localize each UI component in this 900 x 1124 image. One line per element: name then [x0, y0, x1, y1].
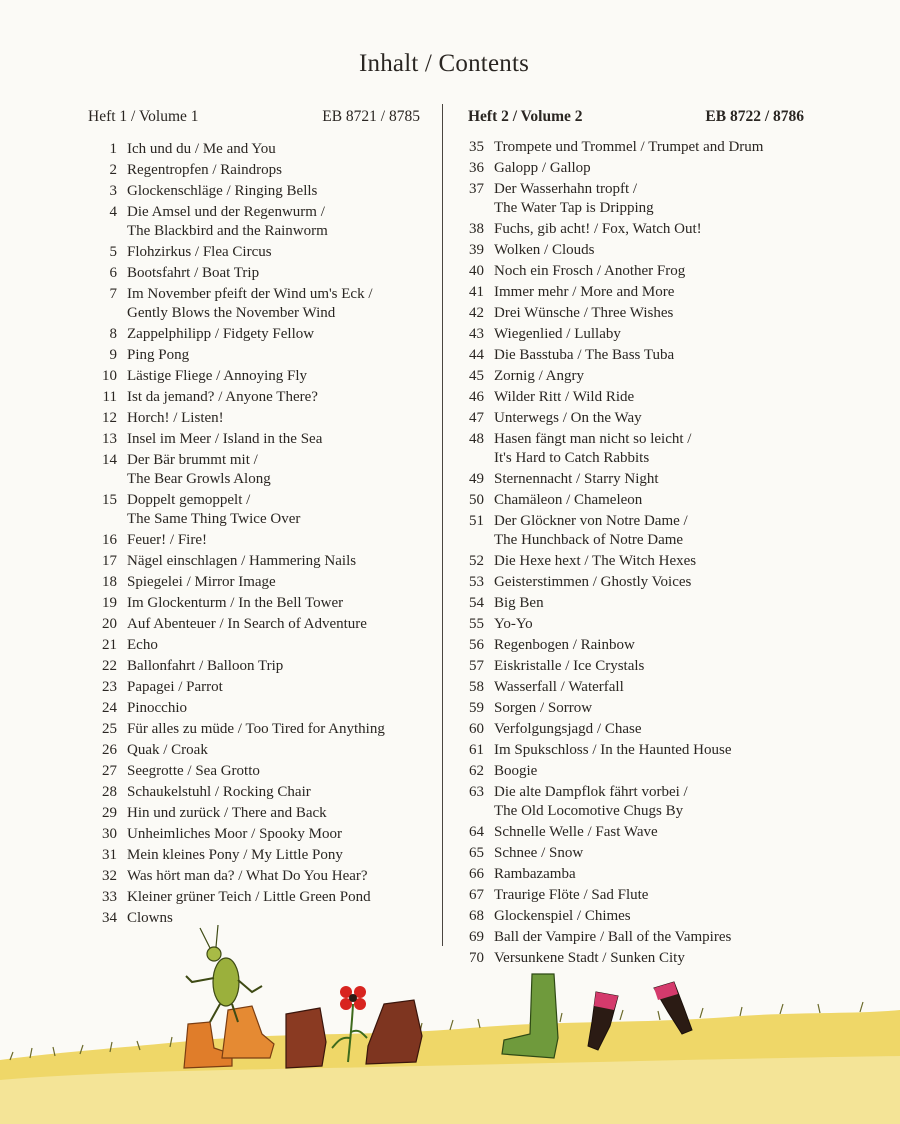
item-title-line: Glockenspiel / Chimes — [494, 908, 631, 924]
item-title-line: Spiegelei / Mirror Image — [127, 574, 276, 590]
item-title — [484, 262, 685, 281]
item-title-line: Chamäleon / Chameleon — [494, 492, 643, 508]
list-item — [468, 304, 804, 323]
item-number: 38 — [469, 221, 484, 237]
list-item — [468, 283, 804, 302]
item-title — [117, 388, 318, 407]
page-title: Inhalt / Contents — [358, 50, 530, 77]
item-title-line: Regentropfen / Raindrops — [127, 162, 282, 178]
item-title-line: Galopp / Gallop — [494, 160, 591, 176]
item-title — [117, 699, 187, 718]
item-title — [117, 720, 385, 739]
item-title-line: The Blackbird and the Rainworm — [127, 223, 328, 239]
item-number: 7 — [109, 286, 117, 302]
item-title — [117, 161, 282, 180]
item-number: 34 — [102, 910, 117, 926]
item-number: 29 — [102, 805, 117, 821]
item-title-line: Ballonfahrt / Balloon Trip — [127, 658, 284, 674]
item-title-line: Unterwegs / On the Way — [494, 410, 642, 426]
list-item — [88, 203, 420, 241]
item-title — [484, 409, 642, 428]
item-title-line: Ping Pong — [127, 347, 190, 363]
brown-shoe-left — [286, 1008, 326, 1068]
item-title — [117, 594, 343, 613]
item-title-line: Verfolgungsjagd / Chase — [494, 721, 642, 737]
list-item — [88, 825, 420, 844]
item-number: 17 — [102, 553, 117, 569]
item-title-line: Noch ein Frosch / Another Frog — [494, 263, 686, 279]
item-title — [484, 720, 641, 739]
item-title — [117, 491, 300, 529]
item-title — [484, 823, 658, 842]
item-title — [117, 657, 283, 676]
item-title-line: Insel im Meer / Island in the Sea — [127, 431, 323, 447]
item-title — [484, 220, 702, 239]
item-title — [484, 304, 673, 323]
list-item — [468, 594, 804, 613]
list-item — [88, 594, 420, 613]
item-number: 4 — [109, 204, 117, 220]
item-title-line: Clowns — [127, 910, 173, 926]
brown-shoe-right — [366, 1000, 422, 1064]
item-title-line: Die alte Dampflok fährt vorbei / — [494, 784, 688, 800]
item-number: 65 — [469, 845, 484, 861]
item-number: 54 — [469, 595, 484, 611]
item-title-line: Wilder Ritt / Wild Ride — [494, 389, 635, 405]
item-title — [484, 388, 634, 407]
item-title-line: Flohzirkus / Flea Circus — [127, 244, 272, 260]
item-number: 55 — [469, 616, 484, 632]
item-number: 59 — [469, 700, 484, 716]
item-number: 25 — [102, 721, 117, 737]
item-title — [484, 741, 731, 760]
item-number: 16 — [102, 532, 117, 548]
item-number: 68 — [469, 908, 484, 924]
list-item — [468, 636, 804, 655]
item-number: 10 — [102, 368, 117, 384]
item-title — [117, 825, 342, 844]
item-title — [117, 367, 307, 386]
volume-2-header — [468, 106, 804, 128]
item-title — [484, 636, 635, 655]
item-number: 30 — [102, 826, 117, 842]
item-title-line: Der Wasserhahn tropft / — [494, 181, 638, 197]
list-item — [88, 243, 420, 262]
item-title-line: Hin und zurück / There and Back — [127, 805, 327, 821]
item-title — [484, 346, 674, 365]
item-title — [484, 491, 642, 510]
item-number: 46 — [469, 389, 484, 405]
item-title — [117, 243, 272, 262]
item-number: 22 — [102, 658, 117, 674]
item-number: 9 — [109, 347, 117, 363]
list-item — [468, 346, 804, 365]
item-number: 18 — [102, 574, 117, 590]
volume-1-column — [88, 106, 420, 930]
item-title — [484, 159, 591, 178]
item-title-line: Trompete und Trommel / Trumpet and Drum — [494, 139, 764, 155]
item-title-line: Die Amsel und der Regenwurm / — [127, 204, 325, 220]
item-title — [117, 203, 328, 241]
item-title — [484, 699, 592, 718]
item-number: 20 — [102, 616, 117, 632]
list-item — [468, 762, 804, 781]
list-item — [468, 552, 804, 571]
list-item — [468, 409, 804, 428]
list-item — [88, 615, 420, 634]
item-title-line: Seegrotte / Sea Grotto — [127, 763, 260, 779]
item-number: 39 — [469, 242, 484, 258]
list-item — [88, 741, 420, 760]
item-number: 36 — [469, 160, 484, 176]
item-number: 24 — [102, 700, 117, 716]
item-number: 32 — [102, 868, 117, 884]
item-title-line: Zornig / Angry — [494, 368, 584, 384]
list-item — [468, 388, 804, 407]
list-item — [88, 552, 420, 571]
item-title — [484, 573, 691, 592]
item-number: 57 — [469, 658, 484, 674]
list-item — [88, 699, 420, 718]
item-title — [117, 182, 317, 201]
item-title-line: Papagei / Parrot — [127, 679, 223, 695]
item-title-line: Yo-Yo — [494, 616, 533, 632]
column-divider — [442, 104, 443, 946]
item-title-line: Sternennacht / Starry Night — [494, 471, 659, 487]
item-title — [117, 741, 208, 760]
item-title-line: Feuer! / Fire! — [127, 532, 207, 548]
item-number: 63 — [469, 784, 484, 800]
item-title — [117, 615, 367, 634]
list-item — [88, 783, 420, 802]
item-number: 47 — [469, 410, 484, 426]
list-item — [88, 846, 420, 865]
item-title-line: The Water Tap is Dripping — [494, 200, 654, 216]
item-number: 62 — [469, 763, 484, 779]
item-title — [484, 552, 696, 571]
list-item — [468, 430, 804, 468]
list-item — [88, 451, 420, 489]
item-title-line: Schnee / Snow — [494, 845, 584, 861]
list-item — [88, 409, 420, 428]
item-number: 14 — [102, 452, 117, 468]
item-title-line: Schnelle Welle / Fast Wave — [494, 824, 658, 840]
list-item — [468, 783, 804, 821]
item-number: 26 — [102, 742, 117, 758]
item-title-line: Geisterstimmen / Ghostly Voices — [494, 574, 692, 590]
item-number: 52 — [469, 553, 484, 569]
item-title — [484, 844, 583, 863]
item-title-line: Die Basstuba / The Bass Tuba — [494, 347, 675, 363]
list-item — [88, 285, 420, 323]
list-item — [88, 888, 420, 907]
item-title-line: Big Ben — [494, 595, 544, 611]
item-title-line: Sorgen / Sorrow — [494, 700, 593, 716]
item-number: 21 — [102, 637, 117, 653]
item-title — [484, 430, 691, 468]
item-number: 27 — [102, 763, 117, 779]
list-item — [468, 741, 804, 760]
item-title-line: Quak / Croak — [127, 742, 208, 758]
list-item — [88, 804, 420, 823]
item-title-line: Ist da jemand? / Anyone There? — [127, 389, 318, 405]
item-number: 12 — [102, 410, 117, 426]
item-title-line: Immer mehr / More and More — [494, 284, 675, 300]
item-number: 6 — [109, 265, 117, 281]
item-title-line: Im Spukschloss / In the Haunted House — [494, 742, 732, 758]
item-title-line: Schaukelstuhl / Rocking Chair — [127, 784, 311, 800]
item-title-line: The Hunchback of Notre Dame — [494, 532, 684, 548]
item-number: 70 — [469, 950, 484, 966]
item-title-line: Zappelphilipp / Fidgety Fellow — [127, 326, 315, 342]
list-item — [468, 138, 804, 157]
item-title-line: Echo — [127, 637, 158, 653]
item-title-line: Pinocchio — [127, 700, 187, 716]
item-number: 42 — [469, 305, 484, 321]
item-title — [117, 430, 322, 449]
item-title-line: Regenbogen / Rainbow — [494, 637, 635, 653]
item-title-line: Fuchs, gib acht! / Fox, Watch Out! — [494, 221, 702, 237]
item-number: 56 — [469, 637, 484, 653]
item-number: 3 — [109, 183, 117, 199]
list-item — [88, 657, 420, 676]
item-title-line: Wasserfall / Waterfall — [494, 679, 624, 695]
item-title-line: Im November pfeift der Wind um's Eck / — [127, 286, 373, 302]
item-title — [117, 573, 276, 592]
item-title — [117, 762, 260, 781]
item-number: 64 — [469, 824, 484, 840]
list-item — [88, 325, 420, 344]
orange-boot-right — [222, 1006, 274, 1058]
volume-2-list — [468, 138, 804, 968]
item-title — [117, 552, 356, 571]
item-title — [484, 865, 576, 884]
item-number: 60 — [469, 721, 484, 737]
item-title — [484, 783, 688, 821]
item-number: 40 — [469, 263, 484, 279]
list-item — [88, 346, 420, 365]
item-number: 5 — [109, 244, 117, 260]
item-title-line: Rambazamba — [494, 866, 576, 882]
item-number: 66 — [469, 866, 484, 882]
item-title-line: Kleiner grüner Teich / Little Green Pond — [127, 889, 371, 905]
list-item — [88, 762, 420, 781]
item-title — [117, 846, 343, 865]
list-item — [88, 367, 420, 386]
item-title-line: The Bear Growls Along — [127, 471, 271, 487]
item-number: 58 — [469, 679, 484, 695]
item-title-line: Bootsfahrt / Boat Trip — [127, 265, 260, 281]
item-title-line: Doppelt gemoppelt / — [127, 492, 251, 508]
list-item — [468, 180, 804, 218]
volume-1-code: EB 8721 / 8785 — [322, 108, 420, 125]
item-title — [117, 783, 311, 802]
list-item — [88, 720, 420, 739]
item-title — [117, 140, 276, 159]
list-item — [88, 161, 420, 180]
item-title-line: Ball der Vampire / Ball of the Vampires — [494, 929, 732, 945]
item-title-line: The Same Thing Twice Over — [127, 511, 301, 527]
item-number: 11 — [102, 389, 117, 405]
list-item — [88, 531, 420, 550]
item-title-line: Drei Wünsche / Three Wishes — [494, 305, 674, 321]
item-number: 51 — [469, 513, 484, 529]
list-item — [468, 720, 804, 739]
item-title — [484, 470, 659, 489]
volume-2-code: EB 8722 / 8786 — [705, 108, 804, 125]
item-title — [484, 241, 594, 260]
item-title — [484, 678, 624, 697]
item-title — [117, 346, 189, 365]
item-title — [117, 409, 224, 428]
item-title-line: Auf Abenteuer / In Search of Adventure — [127, 616, 367, 632]
item-title-line: Versunkene Stadt / Sunken City — [494, 950, 685, 966]
list-item — [468, 325, 804, 344]
item-number: 23 — [102, 679, 117, 695]
item-title-line: Im Glockenturm / In the Bell Tower — [127, 595, 344, 611]
meadow-illustration — [0, 920, 900, 1124]
item-number: 49 — [469, 471, 484, 487]
item-title-line: Der Glöckner von Notre Dame / — [494, 513, 688, 529]
volume-1-list — [88, 140, 420, 928]
item-number: 31 — [102, 847, 117, 863]
list-item — [468, 512, 804, 550]
item-title-line: Für alles zu müde / Too Tired for Anything — [127, 721, 385, 737]
item-title-line: Eiskristalle / Ice Crystals — [494, 658, 645, 674]
list-item — [468, 699, 804, 718]
item-title — [117, 531, 207, 550]
item-title-line: It's Hard to Catch Rabbits — [494, 450, 650, 466]
list-item — [88, 573, 420, 592]
item-title-line: Horch! / Listen! — [127, 410, 224, 426]
item-number: 28 — [102, 784, 117, 800]
item-number: 35 — [469, 139, 484, 155]
item-number: 53 — [469, 574, 484, 590]
item-title — [117, 325, 314, 344]
item-number: 15 — [102, 492, 117, 508]
item-title — [484, 325, 621, 344]
item-title — [117, 636, 158, 655]
volume-2-column — [468, 106, 804, 970]
item-title — [484, 762, 537, 781]
list-item — [468, 241, 804, 260]
item-title — [484, 657, 644, 676]
item-title — [484, 367, 584, 386]
item-title — [484, 512, 688, 550]
list-item — [468, 678, 804, 697]
item-title — [484, 283, 674, 302]
item-title-line: Nägel einschlagen / Hammering Nails — [127, 553, 357, 569]
item-number: 1 — [109, 141, 117, 157]
item-title — [484, 180, 654, 218]
list-item — [88, 678, 420, 697]
item-title-line: Hasen fängt man nicht so leicht / — [494, 431, 692, 447]
list-item — [468, 865, 804, 884]
item-number: 41 — [469, 284, 484, 300]
list-item — [468, 367, 804, 386]
list-item — [468, 657, 804, 676]
list-item — [88, 264, 420, 283]
item-number: 19 — [102, 595, 117, 611]
item-title-line: Unheimliches Moor / Spooky Moor — [127, 826, 342, 842]
list-item — [88, 182, 420, 201]
item-number: 61 — [469, 742, 484, 758]
item-title-line: Glockenschläge / Ringing Bells — [127, 183, 318, 199]
item-number: 45 — [469, 368, 484, 384]
item-title — [117, 285, 373, 323]
list-item — [88, 867, 420, 886]
list-item — [468, 823, 804, 842]
volume-2-label: Heft 2 / Volume 2 — [468, 108, 583, 125]
item-title — [117, 678, 223, 697]
item-title — [117, 867, 368, 886]
list-item — [88, 388, 420, 407]
item-title-line: Wiegenlied / Lullaby — [494, 326, 621, 342]
item-title — [484, 138, 763, 157]
item-title — [117, 888, 371, 907]
item-number: 8 — [109, 326, 117, 342]
item-number: 69 — [469, 929, 484, 945]
volume-1-label: Heft 1 / Volume 1 — [88, 108, 199, 125]
list-item — [468, 470, 804, 489]
item-title-line: Der Bär brummt mit / — [127, 452, 258, 468]
list-item — [468, 262, 804, 281]
list-item — [468, 844, 804, 863]
item-title-line: Boogie — [494, 763, 538, 779]
item-number: 2 — [109, 162, 117, 178]
item-number: 48 — [469, 431, 484, 447]
list-item — [468, 159, 804, 178]
item-number: 13 — [102, 431, 117, 447]
item-title — [117, 804, 327, 823]
volume-1-header — [88, 106, 420, 128]
item-title-line: Mein kleines Pony / My Little Pony — [127, 847, 343, 863]
item-title — [484, 594, 544, 613]
item-title-line: Ich und du / Me and You — [127, 141, 276, 157]
item-number: 33 — [102, 889, 117, 905]
list-item — [88, 430, 420, 449]
item-number: 37 — [469, 181, 484, 197]
item-number: 50 — [469, 492, 484, 508]
item-title-line: The Old Locomotive Chugs By — [494, 803, 684, 819]
list-item — [468, 220, 804, 239]
list-item — [468, 615, 804, 634]
item-number: 43 — [469, 326, 484, 342]
item-title — [117, 451, 271, 489]
green-boot — [502, 974, 558, 1058]
item-title-line: Traurige Flöte / Sad Flute — [494, 887, 649, 903]
list-item — [88, 140, 420, 159]
list-item — [88, 636, 420, 655]
list-item — [88, 491, 420, 529]
item-title-line: Die Hexe hext / The Witch Hexes — [494, 553, 697, 569]
item-title — [484, 615, 533, 634]
item-title-line: Wolken / Clouds — [494, 242, 595, 258]
item-number: 44 — [469, 347, 484, 363]
list-item — [468, 491, 804, 510]
item-title — [484, 886, 648, 905]
list-item — [468, 886, 804, 905]
item-title-line: Lästige Fliege / Annoying Fly — [127, 368, 307, 384]
item-number: 67 — [469, 887, 484, 903]
item-title-line: Gently Blows the November Wind — [127, 305, 336, 321]
list-item — [468, 573, 804, 592]
item-title — [117, 264, 259, 283]
item-title-line: Was hört man da? / What Do You Hear? — [127, 868, 368, 884]
